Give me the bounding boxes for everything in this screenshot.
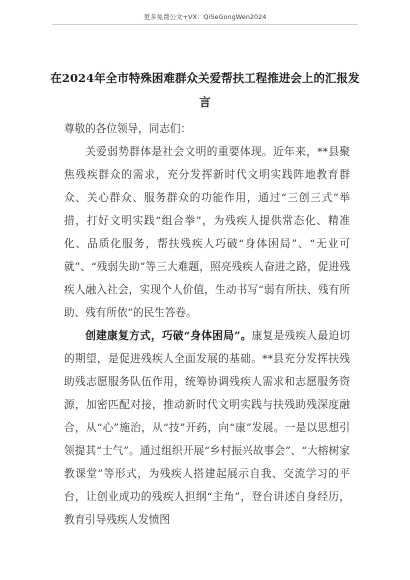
document-body xyxy=(64,118,350,532)
header-divider xyxy=(52,24,358,25)
header-note: 更多免费公文+VX：QiSeGongWen2024 xyxy=(143,13,267,21)
document-title: 在2024年全市特殊困难群众关爱帮扶工程推进会上的汇报发言 xyxy=(50,71,360,109)
section-heading: 创建康复方式，巧破“身体困局”。 xyxy=(85,330,252,342)
salutation: 尊敬的各位领导，同志们： xyxy=(64,123,192,135)
paragraph: 关爱弱势群体是社会文明的重要体现。近年来，**县聚焦残疾群众的需求，充分发挥新时代文明实践阵地教育群众、关心群众、服务群众的功能作用，通过“三创三式”举措，打好文明实践“组合拳”，为残疾人提供常态化、精准化、品质化服务，帮扶残疾人巧破“身体困局”、“无业可就”、“残弱失助”等三大难题，照亮残疾人奋进之路，促进残疾人融入社会，实现个人价值，生动书写“弱有所扶、残有所助、残有所依”的民生答卷。 xyxy=(64,146,350,319)
paragraph-text: 康复是残疾人最迫切的期望，是促进残疾人全面发展的基础。**县充分发挥扶残助残志愿服务队伍作用，统筹协调残疾人需求和志愿服务资源，加密匹配对接，推动新时代文明实践与扶残助残深度融合，从“心”施治，从“技”开药，向“康”发展。一是以思想引领提其“士气”。通过组织开展“乡村振兴故事会”、“大榕树家教课堂”等形式，为残疾人搭建起展示自我、交流学习的平台，让创业成功的残疾人担纲“主角”，登台讲述自身经历，教育引导残疾人发愤图 xyxy=(64,330,351,526)
paragraph xyxy=(64,325,350,532)
